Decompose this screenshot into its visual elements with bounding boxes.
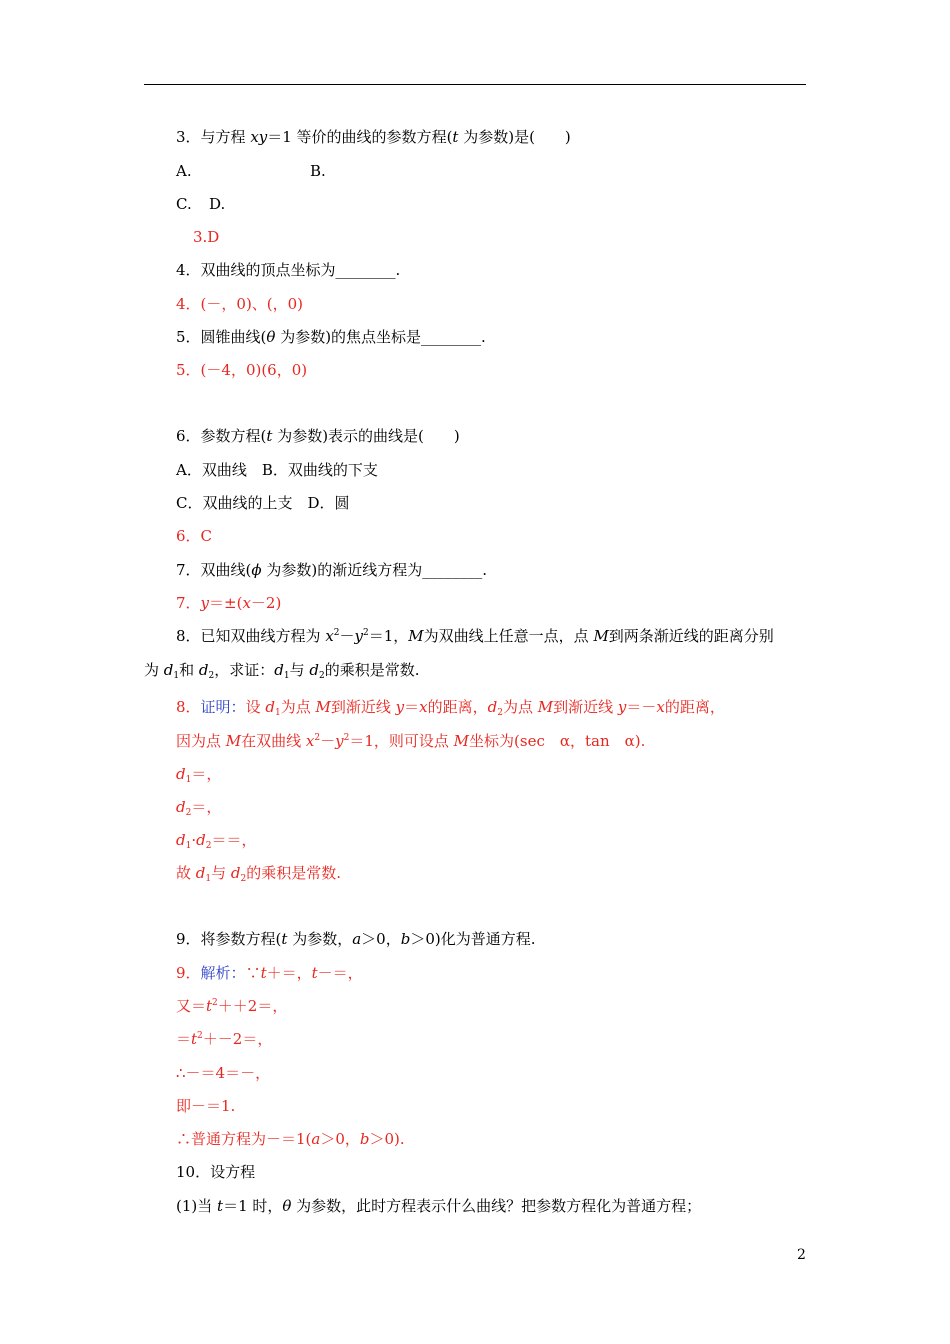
question-10-part-1: (1)当 t＝1 时，θ 为参数，此时方程表示什么曲线？把参数方程化为普通方程；: [176, 1197, 702, 1215]
question-7: 7．双曲线(ϕ 为参数)的渐近线方程为________.: [176, 561, 488, 579]
option-c: C.: [176, 195, 192, 213]
question-3: 3．与方程 xy＝1 等价的曲线的参数方程(t 为参数)是( ): [176, 128, 571, 146]
answer-4: 4．(－，0)、(，0): [176, 295, 304, 313]
question-8-line-1: 8．已知双曲线方程为 $x^2-y^2=1$，M为双曲线上任意一点，点 M到两条渐近线的距离分别: [176, 627, 774, 645]
question-8-line-2: 为 $d_1$和 $d_2$，求证：$d_1$与 $d_2$的乘积是常数.: [144, 661, 420, 681]
question-5: 5．圆锥曲线(θ 为参数)的焦点坐标是________.: [176, 328, 486, 346]
answer-7: 7．y＝±(x－2): [176, 594, 282, 612]
question-4: 4．双曲线的顶点坐标为________.: [176, 261, 401, 279]
answer-8-line-6: 故 $d_1$与 $d_2$的乘积是常数.: [176, 864, 342, 884]
answer-8-line-1: 8．证明：设 $d_1$为点 M到渐近线 y＝x的距离，$d_2$为点 M到渐近线 y＝－x的距离，: [176, 698, 725, 718]
question-6: 6．参数方程(t 为参数)表示的曲线是( ): [176, 427, 460, 445]
answer-9-line-5: 即－＝1.: [176, 1097, 236, 1115]
answer-5: 5．(－4，0)(6，0): [176, 361, 308, 379]
answer-6: 6．C: [176, 527, 213, 545]
question-9: 9．将参数方程(t 为参数，a＞0，b＞0)化为普通方程.: [176, 930, 536, 948]
answer-8-line-4: $d_2=$，: [176, 798, 222, 818]
header-rule: [144, 84, 806, 85]
answer-9-line-4: ∴－＝4＝－，: [176, 1064, 271, 1082]
options-cd: C．双曲线的上支 D．圆: [176, 494, 350, 512]
answer-8-line-5: $d_1\cdot d_2==$，: [176, 831, 257, 851]
answer-3: 3.D: [193, 228, 220, 246]
answer-9-line-1: 9．解析：∵t＋＝，t－＝，: [176, 964, 363, 982]
options-ab: A．双曲线 B．双曲线的下支: [176, 461, 378, 479]
answer-9-line-6: ∴普通方程为－＝1(a＞0，b＞0).: [176, 1130, 405, 1148]
question-10: 10．设方程: [176, 1163, 256, 1181]
option-d: D.: [209, 195, 226, 213]
option-b: B.: [310, 162, 326, 180]
page-number: 2: [797, 1247, 806, 1263]
answer-8-line-2: 因为点 M在双曲线 $x^2-y^2=1$，则可设点 M坐标为(sec α，tan α).: [176, 732, 646, 750]
answer-9-line-2: 又$=t^2++2=$，: [176, 997, 288, 1015]
option-a: A.: [176, 162, 192, 180]
answer-8-line-3: $d_1=$，: [176, 765, 222, 785]
answer-9-line-3: $=t^2+-2=$，: [176, 1030, 273, 1048]
